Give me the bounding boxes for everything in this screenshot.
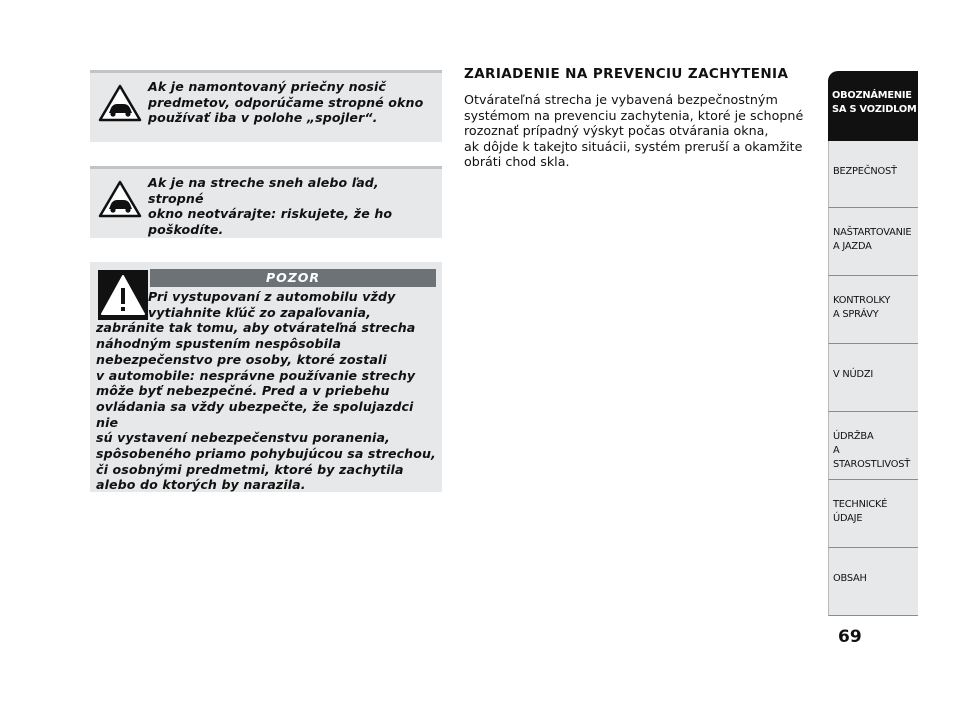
- warning-line: nebezpečenstvo pre osoby, ktoré zostali: [96, 351, 387, 367]
- note-line: Ak je namontovaný priečny nosič: [148, 79, 386, 94]
- warning-line: môže byť nebezpečné. Pred a v priebehu: [96, 383, 390, 399]
- note-line: Ak je na streche sneh alebo ľad, stropné: [148, 175, 379, 206]
- tab-oboznamenie[interactable]: OBOZNÁMENIE SA S VOZIDLOM: [828, 71, 918, 141]
- tab-nastartovanie[interactable]: NAŠTARTOVANIE A JAZDA: [828, 208, 918, 276]
- page-number: 69: [838, 627, 862, 647]
- warning-line: spôsobeného priamo pohybujúcou sa strechou,: [96, 446, 436, 462]
- car-warning-triangle-icon: [98, 179, 142, 219]
- note-line: poškodíte.: [148, 221, 224, 237]
- tab-obsah[interactable]: OBSAH: [828, 548, 918, 616]
- warning-line: v automobile: nesprávne používanie strechy: [96, 367, 416, 383]
- note-line: okno neotvárajte: riskujete, že ho: [148, 206, 393, 221]
- tab-bezpecnost[interactable]: BEZPEČNOSŤ: [828, 141, 918, 208]
- warning-line: zabránite tak tomu, aby otvárateľná strecha: [96, 320, 416, 336]
- note-text: [148, 79, 434, 126]
- tab-technicke-udaje[interactable]: TECHNICKÉ ÚDAJE: [828, 480, 918, 548]
- body-line: obráti chod skla.: [464, 154, 570, 170]
- tab-v-nudzi[interactable]: V NÚDZI: [828, 344, 918, 412]
- body-line: Otvárateľná strecha je vybavená bezpečnostným: [464, 92, 778, 107]
- note-text: [148, 175, 434, 237]
- warning-line: náhodným spustením nespôsobila: [96, 336, 342, 352]
- body-line: rozoznať prípadný výskyt počas otvárania okna,: [464, 123, 769, 139]
- warning-line: ovládania sa vždy ubezpečte, že spolujazdci nie: [96, 398, 414, 430]
- warning-line: vytiahnite kľúč zo zapaľovania,: [148, 304, 372, 320]
- note-box-roof-carrier: [90, 70, 442, 142]
- car-warning-triangle-icon: [98, 83, 142, 123]
- note-line: predmetov, odporúčame stropné okno: [148, 94, 424, 110]
- warning-line: či osobnými predmetmi, ktoré by zachytila: [96, 461, 404, 477]
- section-heading: ZARIADENIE NA PREVENCIU ZACHYTENIA: [464, 66, 789, 82]
- warning-title: POZOR: [150, 269, 436, 287]
- note-box-snow-ice: [90, 166, 442, 238]
- section-body: [464, 92, 804, 170]
- warning-text: [96, 289, 436, 493]
- tab-kontrolky[interactable]: KONTROLKY A SPRÁVY: [828, 276, 918, 344]
- note-line: používať iba v polohe „spojler“.: [148, 110, 378, 125]
- body-line: systémom na prevenciu zachytenia, ktoré je schopné: [464, 107, 804, 123]
- body-line: ak dôjde k takejto situácii, systém preruší a okamžite: [464, 138, 803, 154]
- warning-line: alebo do ktorých by narazila.: [96, 477, 306, 493]
- warning-box: [90, 262, 442, 492]
- warning-line: Pri vystupovaní z automobilu vždy: [148, 289, 396, 304]
- warning-line: sú vystavení nebezpečenstvu poranenia,: [96, 430, 390, 446]
- tab-udrzba[interactable]: ÚDRŽBA A STAROSTLIVOSŤ: [828, 412, 918, 480]
